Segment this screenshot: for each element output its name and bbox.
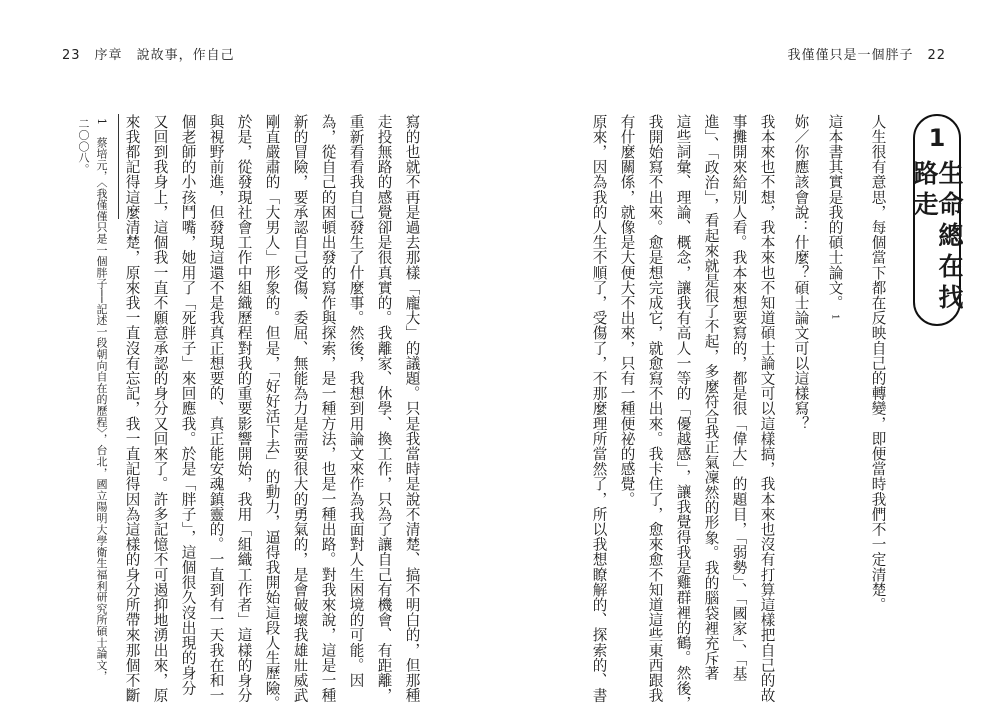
- left-page-paragraph-line: 走投無路的感覺卻是很真實的。我離家、休學、換工作，只為了讓自己有機會、有距離，: [375, 114, 393, 703]
- left-page-paragraph-line: 來我都記得這麼清楚，原來我一直沒有忘記，我一直記得因為這樣的身分所帶來那個不斷: [123, 114, 141, 703]
- left-page-paragraph-line: 與視野前進，但發現這還不是我真正想要的、真正能安魂鎮靈的。一直到有一天我在和一: [207, 114, 225, 703]
- left-running-header: [62, 44, 249, 63]
- right-page-paragraph-line: 我本來也不想，我本來也不知道碩士論文可以這樣搞，我本來也沒有打算這樣把自己的故: [758, 114, 776, 703]
- right-header-title: 我僅僅只是一個胖子: [787, 48, 914, 63]
- chapter-number: 1: [928, 124, 946, 152]
- right-page-number: 22: [927, 48, 946, 63]
- right-page-paragraph-line: 妳／你應該會說：什麼？碩士論文可以這樣寫？: [792, 114, 810, 432]
- left-page-paragraph-line: 於是，從發現社會工作中組織歷程對我的重要影響開始，我用「組織工作者」這樣的身分: [235, 114, 253, 703]
- chapter-heading: [910, 114, 964, 326]
- left-page-paragraph-line: 重新看看我自己發生了什麼事。然後，我想到用論文來作為我面對人生困境的可能。因: [347, 114, 365, 688]
- footnote-text-continued: 二〇〇八。: [77, 118, 90, 175]
- right-page-paragraph-line: 人生很有意思，每個當下都在反映自己的轉變，即便當時我們不一定清楚。: [869, 114, 887, 613]
- right-page-paragraph-line: 進」、「政治」，看起來就是很了不起，多麼符合我正氣凜然的形象。我的腦袋裡充斥著: [702, 114, 720, 681]
- footnote-marker: 1: [829, 314, 840, 321]
- right-page-paragraph-line: 這本書其實是我的碩士論文。1: [826, 114, 844, 321]
- left-page-paragraph-line: 新的冒險，要承認自己受傷、委屈、無能為力是需要很大的勇氣的，是會破壞我雄壯威武: [291, 114, 309, 703]
- left-page-paragraph-line: 個老師的小孩鬥嘴，她用了「死胖子」來回應我。於是「胖子」，這個很久沒出現的身分: [179, 114, 197, 696]
- left-page-paragraph-line: 又回到我身上，這個我一直不願意承認的身分又回來了。許多記憶不可遏抑地湧出來，原: [151, 114, 169, 703]
- chapter-title: 生命總在找路走: [910, 160, 964, 315]
- footnote-divider: [118, 114, 119, 219]
- left-page-paragraph-line: 為，從自己的困頓出發的寫作與探索，是一種方法，也是一種出路。對我來說，這是一種: [319, 114, 337, 703]
- right-page-paragraph-line: 這些詞彙、理論、概念，讓我有高人一等的「優越感」，讓我覺得我是雞群裡的鶴。然後，: [674, 114, 692, 711]
- right-page-paragraph-line: 原來，因為我的人生不順了，受傷了，不那麼理所當然了，所以我想瞭解的、探索的、書: [590, 114, 608, 703]
- left-page-number: 23: [62, 48, 81, 63]
- left-header-title: 說故事，作自己: [136, 48, 235, 63]
- left-page-paragraph-line: 寫的也就不再是過去那樣「龐大」的議題。只是我當時是說不清楚、搞不明白的，但那種: [403, 114, 421, 703]
- left-page-paragraph-line: 剛直嚴肅的「大男人」形象的。但是，「好好活下去」的動力，逼得我開始這段人生歷險。: [263, 114, 281, 711]
- left-section-label: 序章: [94, 48, 123, 63]
- footnote-text: 1 蔡培元，〈我僅僅只是一個胖子──記述一段朝向自在的歷程〉，台北，國立陽明大學衛生福利研究所碩士論文，: [95, 118, 108, 682]
- right-page-paragraph-line: 我開始寫不出來。愈是想完成它，就愈寫不出來。我卡住了，愈來愈不知道這些東西跟我: [646, 114, 664, 703]
- right-page-paragraph-line: 有什麼關係，就像是大便大不出來，只有一種便祕的感覺。: [618, 114, 636, 507]
- right-page-paragraph-line: 事攤開來給別人看。我本來想要寫的，都是很「偉大」的題目，「弱勢」、「國家」、「基: [730, 114, 748, 682]
- right-running-header: [773, 44, 946, 63]
